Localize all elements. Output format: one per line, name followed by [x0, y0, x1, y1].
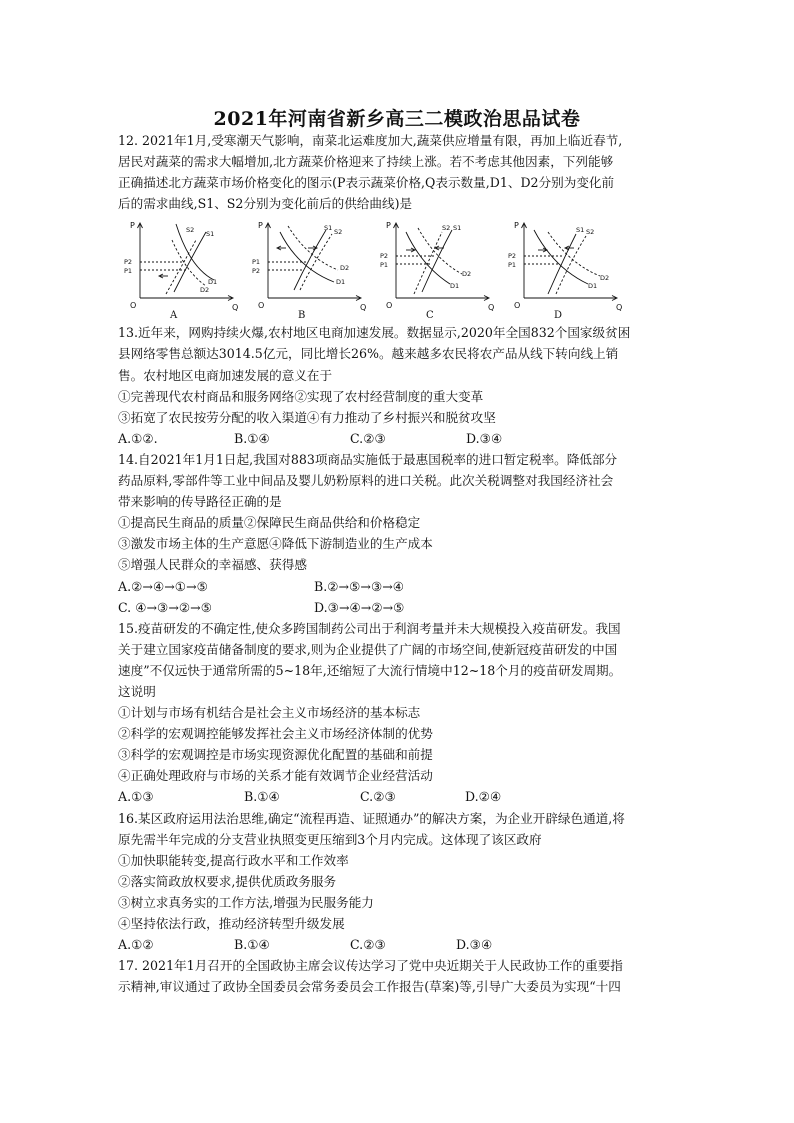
graph-b-figure [248, 218, 368, 320]
price-label-p1: P1 [124, 267, 133, 276]
curve-label-s1: S1 [206, 230, 215, 239]
curve-label-d2: D2 [340, 264, 350, 273]
option-b: B.①④ [234, 937, 270, 953]
option-a: A.②→④→①→⑤ [118, 578, 208, 594]
curve-label-d2: D2 [462, 270, 472, 279]
statement-line: ⑤增强人民群众的幸福感、获得感 [118, 557, 307, 573]
question-text-line: 正确描述北方蔬菜市场价格变化的图示(P表示蔬菜价格,Q表示数量,D1、D2分别为变化前 [118, 175, 615, 191]
question-text-line: 带来影响的传导路径正确的是 [118, 494, 282, 510]
question-text-line: 药品原料,零部件等工业中间品及婴儿奶粉原料的进口关税。此次关税调整对我国经济社会 [118, 473, 614, 489]
question-17 [118, 955, 664, 997]
axis-label-q: Q [360, 303, 367, 313]
price-label-p2: P2 [508, 252, 517, 261]
graph-a [120, 218, 240, 320]
curve-label-s2: S2 [442, 224, 451, 233]
question-13 [118, 322, 664, 449]
origin-label: O [386, 301, 393, 311]
question-14 [118, 449, 664, 618]
answer-options [118, 428, 664, 449]
curve-label-d1: D1 [208, 278, 218, 287]
question-text-line: 居民对蔬菜的需求大幅增加,北方蔬菜价格迎来了持续上涨。若不考虑其他因素，下列能够 [118, 154, 614, 170]
curve-label-d1: D1 [336, 278, 346, 287]
graph-c [376, 218, 496, 320]
price-label-p2: P2 [380, 252, 389, 261]
graph-d-figure [504, 218, 624, 320]
question-text-line: 15.疫苗研发的不确定性,使众多跨国制药公司出于利润考量并未大规模投入疫苗研发。我国 [118, 620, 621, 636]
option-c: C.②③ [350, 937, 386, 953]
question-text-line: 速度”不仅远快于通常所需的5~18年,还缩短了大流行情境中12~18个月的疫苗研发周期。 [118, 662, 622, 678]
price-label-p1: P1 [252, 258, 261, 267]
graph-d [504, 218, 624, 320]
question-15 [118, 618, 664, 808]
question-text-line: 关于建立国家疫苗储备制度的要求,则为企业提供了广阔的市场空间,使新冠疫苗研发的中国 [118, 641, 618, 657]
statement-line: ①提高民生商品的质量②保障民生商品供给和价格稳定 [118, 515, 421, 531]
option-c: C. ④→③→②→⑤ [118, 599, 213, 615]
curve-label-d2: D2 [200, 286, 210, 295]
question-text-line: 原先需半年完成的分支营业执照变更压缩到3个月内完成。这体现了该区政府 [118, 831, 542, 847]
option-b: B.①④ [234, 430, 270, 446]
statement-line: ①完善现代农村商品和服务网络②实现了农村经营制度的重大变革 [118, 388, 484, 404]
price-label-p2: P2 [252, 267, 261, 276]
graph-b [248, 218, 368, 320]
curve-label-d2: D2 [600, 274, 610, 283]
answer-options-row-1 [118, 576, 664, 597]
statement-line: ③科学的宏观调控是市场实现资源优化配置的基础和前提 [118, 747, 433, 763]
option-c: C.②③ [350, 430, 386, 446]
question-text-line: 12. 2021年1月,受寒潮天气影响，南菜北运难度加大,蔬菜供应增量有限，再加上临近春节, [118, 133, 623, 148]
statement-line: ④坚持依法行政，推动经济转型升级发展 [118, 916, 345, 931]
origin-label: O [514, 301, 521, 311]
price-label-p1: P1 [380, 261, 389, 270]
origin-label: O [258, 301, 265, 311]
exam-content [118, 130, 664, 997]
question-text-line: 县网络零售总额达3014.5亿元，同比增长26%。越来越多农民将农产品从线下转向线上销 [118, 346, 619, 362]
price-label-p1: P1 [508, 261, 517, 270]
supply-demand-graphs [118, 218, 664, 320]
answer-options [118, 786, 664, 807]
question-text-line: 示精神,审议通过了政协全国委员会常务委员会工作报告(草案)等,引导广大委员为实现“十四 [118, 979, 621, 995]
statement-line: ①计划与市场有机结合是社会主义市场经济的基本标志 [118, 705, 421, 721]
axis-label-q: Q [488, 303, 495, 313]
axis-label-p: P [130, 221, 135, 231]
curve-label-s2: S2 [334, 228, 343, 237]
question-text-line: 16.某区政府运用法治思维,确定“流程再造、证照通办”的解决方案，为企业开辟绿色通道,将 [118, 810, 625, 826]
graph-caption: A [170, 310, 178, 322]
option-c: C.②③ [360, 789, 396, 805]
statement-line: ③树立求真务实的工作方法,增强为民服务能力 [118, 894, 374, 910]
option-b: B.②→⑤→③→④ [314, 578, 405, 594]
question-12 [118, 130, 664, 320]
answer-options [118, 934, 664, 955]
curve-label-s1: S1 [453, 224, 462, 233]
axis-label-p: P [386, 221, 391, 231]
question-16 [118, 808, 664, 956]
curve-label-s2: S2 [586, 228, 595, 237]
statement-line: ④正确处理政府与市场的关系才能有效调节企业经营活动 [118, 768, 433, 784]
graph-c-figure [376, 218, 496, 320]
question-text-line: 售。农村地区电商加速发展的意义在于 [118, 367, 333, 383]
axis-label-p: P [258, 221, 263, 231]
question-text-line: 17. 2021年1月召开的全国政协主席会议传达学习了党中央近期关于人民政协工作的重要指 [118, 958, 623, 974]
curve-label-d1: D1 [588, 282, 598, 291]
origin-label: O [130, 301, 137, 311]
option-d: D.③④ [456, 937, 493, 953]
statement-line: ③激发市场主体的生产意愿④降低下游制造业的生产成本 [118, 536, 433, 552]
axis-label-q: Q [232, 303, 239, 313]
graph-caption: D [554, 310, 563, 322]
option-a: A.①③ [118, 789, 154, 805]
option-a: A.①② [118, 937, 154, 953]
answer-options-row-2 [118, 597, 664, 618]
question-text-line: 14.自2021年1月1日起,我国对883项商品实施低于最惠国税率的进口暂定税率。降低部分 [118, 451, 618, 467]
statement-line: ①加快职能转变,提高行政水平和工作效率 [118, 852, 349, 868]
question-text-line: 13.近年来，网购持续火爆,农村地区电商加速发展。数据显示,2020年全国832个国家级贫困 [118, 325, 631, 341]
option-d: D.②④ [465, 789, 502, 805]
option-d: D.③④ [466, 430, 503, 446]
statement-line: ③拓宽了农民按劳分配的收入渠道④有力推动了乡村振兴和脱贫攻坚 [118, 409, 496, 425]
graph-a-figure [120, 218, 240, 320]
statement-line: ②科学的宏观调控能够发挥社会主义市场经济体制的优势 [118, 726, 433, 742]
curve-label-s2: S2 [186, 226, 195, 235]
curve-label-s1: S1 [324, 224, 333, 233]
option-d: D.③→④→②→⑤ [314, 599, 405, 615]
statement-line: ②落实简政放权要求,提供优质政务服务 [118, 873, 337, 889]
graph-caption: C [426, 310, 434, 322]
price-label-p2: P2 [124, 258, 133, 267]
axis-label-p: P [514, 221, 519, 231]
question-text-line: 这说明 [118, 683, 156, 699]
option-a: A.①②. [118, 430, 158, 446]
curve-label-d1: D1 [450, 282, 460, 291]
graph-caption: B [298, 310, 306, 322]
option-b: B.①④ [244, 789, 280, 805]
axis-label-q: Q [616, 303, 623, 313]
page-title: 2021年河南省新乡高三二模政治思品试卷 [213, 108, 581, 130]
curve-label-s1: S1 [576, 226, 585, 235]
question-text-line: 后的需求曲线,S1、S2分别为变化前后的供给曲线)是 [118, 196, 413, 212]
